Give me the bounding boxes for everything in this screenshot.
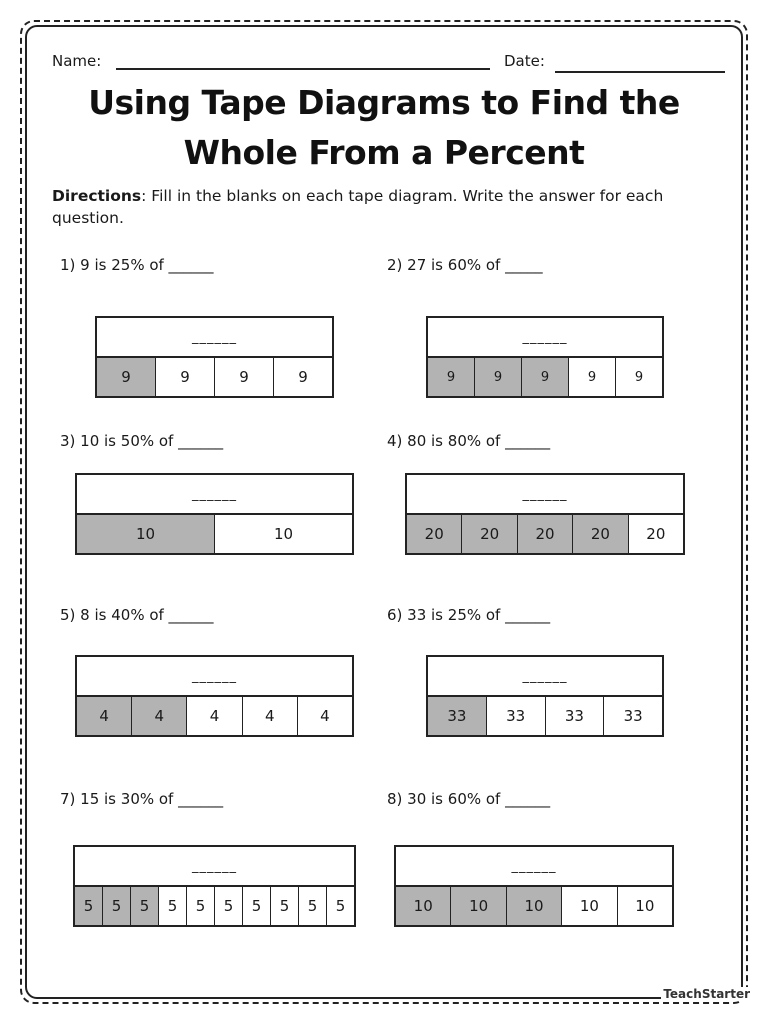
tape-diagram-1 — [95, 316, 334, 398]
tape-cell: 10 — [77, 515, 215, 553]
tape-cell: 5 — [187, 887, 215, 925]
tape-cell: 5 — [243, 887, 271, 925]
question-2: 2) 27 is 60% of _____ — [387, 256, 543, 274]
tape-cell: 5 — [299, 887, 327, 925]
tape-cell: 10 — [396, 887, 451, 925]
tape-cell: 5 — [271, 887, 299, 925]
tape-cell: 5 — [131, 887, 159, 925]
tape-cell: 9 — [522, 358, 569, 396]
page-title-line1: Using Tape Diagrams to Find the — [88, 83, 680, 122]
tape-cell: 5 — [327, 887, 354, 925]
tape-cell: 5 — [75, 887, 103, 925]
tape-total-blank[interactable]: ______ — [396, 847, 672, 887]
tape-cell: 10 — [451, 887, 506, 925]
question-7: 7) 15 is 30% of ______ — [60, 790, 224, 808]
tape-cell: 10 — [562, 887, 617, 925]
tape-cell: 20 — [573, 515, 628, 553]
tape-diagram-4 — [405, 473, 685, 555]
tape-cell: 4 — [298, 697, 352, 735]
question-1: 1) 9 is 25% of ______ — [60, 256, 214, 274]
tape-diagram-6 — [426, 655, 664, 737]
tape-cell: 20 — [462, 515, 517, 553]
tape-cell: 10 — [618, 887, 672, 925]
tape-cell: 4 — [187, 697, 242, 735]
tape-cell: 4 — [77, 697, 132, 735]
question-5: 5) 8 is 40% of ______ — [60, 606, 214, 624]
tape-cell: 4 — [132, 697, 187, 735]
question-6: 6) 33 is 25% of ______ — [387, 606, 551, 624]
name-label: Name: — [52, 52, 102, 70]
tape-total-blank[interactable]: ______ — [407, 475, 683, 515]
question-4: 4) 80 is 80% of ______ — [387, 432, 551, 450]
tape-cell: 10 — [215, 515, 352, 553]
page-title-line2: Whole From a Percent — [183, 133, 585, 172]
tape-diagram-8 — [394, 845, 674, 927]
question-8: 8) 30 is 60% of ______ — [387, 790, 551, 808]
tape-cell: 9 — [215, 358, 274, 396]
tape-total-blank[interactable]: ______ — [77, 475, 352, 515]
tape-cell: 5 — [159, 887, 187, 925]
tape-total-blank[interactable]: ______ — [428, 657, 662, 697]
tape-diagram-2 — [426, 316, 664, 398]
tape-cell: 5 — [215, 887, 243, 925]
tape-cell: 9 — [156, 358, 215, 396]
tape-cell: 33 — [546, 697, 605, 735]
tape-cell: 33 — [487, 697, 546, 735]
directions-text: : Fill in the blanks on each tape diagram. Write the answer for each question. — [52, 187, 664, 227]
tape-cell: 9 — [274, 358, 332, 396]
name-field[interactable] — [116, 68, 490, 70]
tape-cell: 20 — [407, 515, 462, 553]
tape-cell: 20 — [629, 515, 683, 553]
tape-total-blank[interactable]: ______ — [97, 318, 332, 358]
question-3: 3) 10 is 50% of ______ — [60, 432, 224, 450]
tape-total-blank[interactable]: ______ — [428, 318, 662, 358]
date-label: Date: — [504, 52, 545, 70]
directions — [52, 185, 712, 229]
tape-cell: 33 — [604, 697, 662, 735]
date-field[interactable] — [555, 71, 725, 73]
tape-cell: 9 — [569, 358, 616, 396]
tape-total-blank[interactable]: ______ — [75, 847, 354, 887]
tape-total-blank[interactable]: ______ — [77, 657, 352, 697]
directions-label: Directions — [52, 187, 142, 205]
tape-diagram-3 — [75, 473, 354, 555]
tape-cell: 9 — [616, 358, 662, 396]
tape-cell: 4 — [243, 697, 298, 735]
tape-cell: 5 — [103, 887, 131, 925]
tape-diagram-7 — [73, 845, 356, 927]
teachstarter-logo: TeachStarter — [663, 987, 750, 1001]
tape-cell: 33 — [428, 697, 487, 735]
tape-diagram-5 — [75, 655, 354, 737]
tape-cell: 9 — [475, 358, 522, 396]
tape-cell: 10 — [507, 887, 562, 925]
tape-cell: 9 — [428, 358, 475, 396]
tape-cell: 20 — [518, 515, 573, 553]
tape-cell: 9 — [97, 358, 156, 396]
